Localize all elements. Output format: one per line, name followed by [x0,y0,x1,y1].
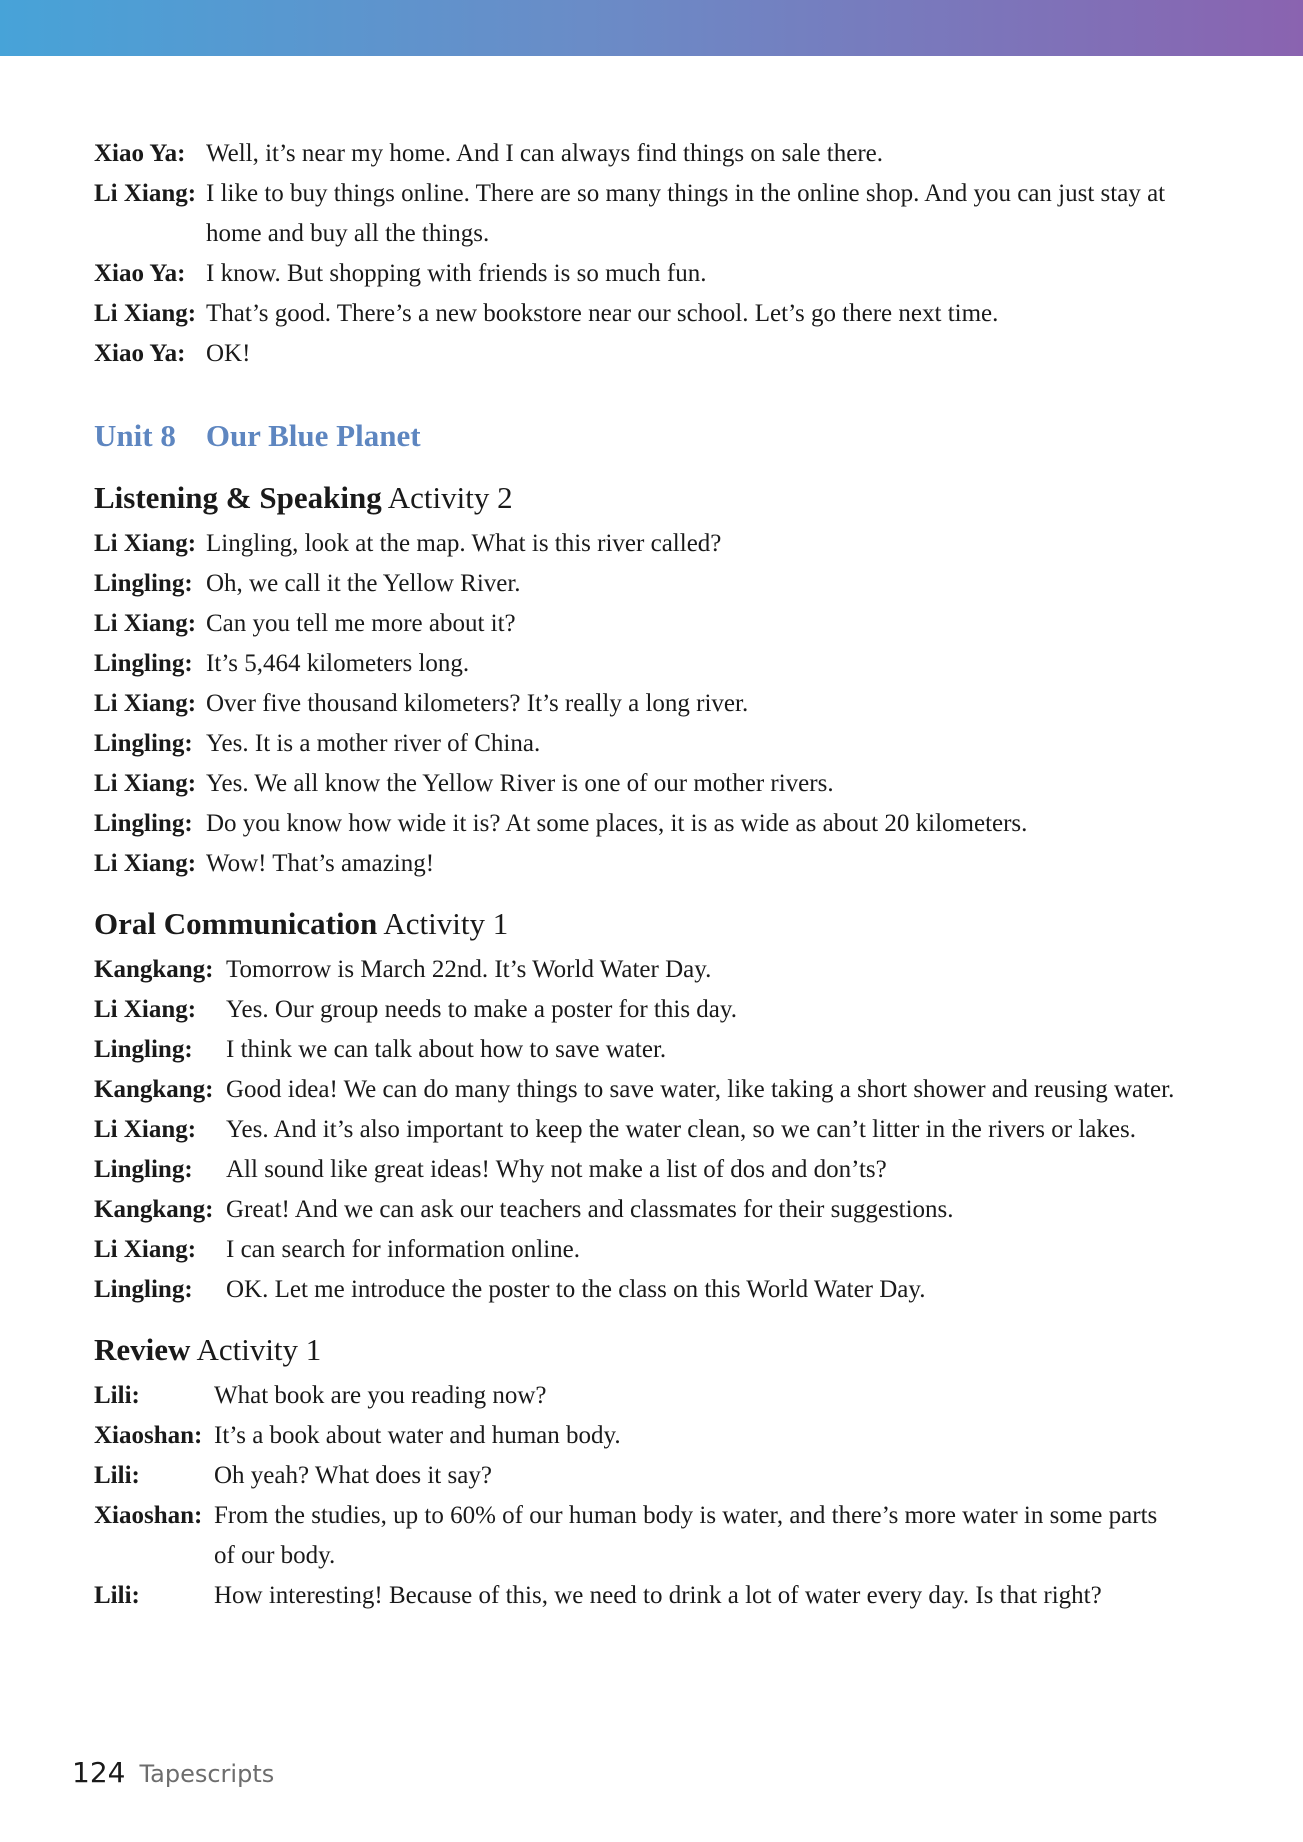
line-text: Do you know how wide it is? At some places, it is as wide as about 20 kilometers. [206,810,1028,837]
line-text: Can you tell me more about it? [206,610,516,637]
dialogue-line [94,1416,1184,1456]
section-spacer [94,1310,1184,1330]
speaker-name: Lingling: [94,810,193,837]
dialogue-line [94,254,1184,294]
speaker-name: Kangkang: [94,1076,214,1103]
line-text: I like to buy things online. There are so many things in the online shop. And you can just stay at home and buy all the things. [206,180,1166,247]
dialogue-line [94,564,1184,604]
dialogue-line [94,1496,1184,1576]
dialogue-line [94,1190,1184,1230]
dialogue-line [94,1456,1184,1496]
line-text: OK. Let me introduce the poster to the class on this World Water Day. [226,1276,926,1303]
line-text: Lingling, look at the map. What is this river called? [206,530,722,557]
section-heading [94,904,1184,944]
speaker-name: Kangkang: [94,1196,214,1223]
line-text: I think we can talk about how to save water. [226,1036,667,1063]
speaker-name: Xiao Ya: [94,340,186,367]
speaker-name: Li Xiang: [94,610,197,637]
speaker-name: Lili: [94,1462,140,1489]
speaker-name: Xiaoshan: [94,1502,203,1529]
unit-number: Unit 8 [94,418,176,453]
page-number: 124 [72,1756,126,1789]
line-text: From the studies, up to 60% of our human body is water, and there’s more water in some parts of our body. [214,1502,1158,1569]
dialogue-line [94,174,1184,254]
line-text: I know. But shopping with friends is so much fun. [206,260,707,287]
dialogue-line [94,1376,1184,1416]
speaker-name: Li Xiang: [94,850,197,877]
speaker-name: Li Xiang: [94,530,197,557]
line-text: Great! And we can ask our teachers and classmates for their suggestions. [226,1196,954,1223]
speaker-name: Li Xiang: [94,180,197,207]
dialogue-line [94,764,1184,804]
dialogue-line [94,1110,1184,1150]
section-spacer [94,884,1184,904]
speaker-name: Kangkang: [94,956,214,983]
line-text: I can search for information online. [226,1236,581,1263]
speaker-name: Li Xiang: [94,690,197,717]
line-text: All sound like great ideas! Why not make a list of dos and don’ts? [226,1156,887,1183]
line-text: OK! [206,340,251,367]
dialogue-line [94,604,1184,644]
section-heading-activity: Activity 1 [190,1332,322,1367]
dialogue-line [94,1230,1184,1270]
dialogue-line [94,804,1184,844]
line-text: Tomorrow is March 22nd. It’s World Water Day. [226,956,712,983]
dialogue-line [94,990,1184,1030]
section-listening-speaking [94,478,1184,884]
dialogue-line [94,684,1184,724]
speaker-name: Lingling: [94,1036,193,1063]
section-heading [94,1330,1184,1370]
section-heading-bold: Review [94,1332,191,1367]
speaker-name: Lili: [94,1582,140,1609]
footer-label: Tapescripts [139,1760,275,1788]
line-text: Yes. We all know the Yellow River is one of our mother rivers. [206,770,834,797]
speaker-name: Li Xiang: [94,1236,197,1263]
dialogue-line [94,1030,1184,1070]
unit-title [94,416,1184,456]
intro-dialogue [94,134,1184,374]
dialogue-line [94,334,1184,374]
line-text: What book are you reading now? [214,1382,547,1409]
dialogue-line [94,524,1184,564]
speaker-name: Li Xiang: [94,300,197,327]
speaker-name: Xiaoshan: [94,1422,203,1449]
dialogue-line [94,1270,1184,1310]
line-text: That’s good. There’s a new bookstore near our school. Let’s go there next time. [206,300,999,327]
speaker-name: Lingling: [94,1156,193,1183]
line-text: It’s a book about water and human body. [214,1422,621,1449]
header-color-band [0,0,1303,56]
speaker-name: Lingling: [94,730,193,757]
dialogue-line [94,1150,1184,1190]
speaker-name: Li Xiang: [94,770,197,797]
section-heading-activity: Activity 1 [377,906,509,941]
dialogue-line [94,1070,1184,1110]
speaker-name: Xiao Ya: [94,140,186,167]
line-text: Over five thousand kilometers? It’s really a long river. [206,690,749,717]
dialogue-line [94,1576,1184,1616]
speaker-name: Li Xiang: [94,996,197,1023]
dialogue-line [94,644,1184,684]
speaker-name: Lingling: [94,650,193,677]
line-text: Wow! That’s amazing! [206,850,435,877]
line-text: Yes. And it’s also important to keep the water clean, so we can’t litter in the rivers or lakes. [226,1116,1136,1143]
line-text: How interesting! Because of this, we need to drink a lot of water every day. Is that right? [214,1582,1102,1609]
section-oral-communication [94,904,1184,1310]
speaker-name: Lingling: [94,1276,193,1303]
section-heading-bold: Oral Communication [94,906,378,941]
speaker-name: Lili: [94,1382,140,1409]
section-heading-activity: Activity 2 [381,480,513,515]
section-heading-bold: Listening & Speaking [94,480,382,515]
speaker-name: Li Xiang: [94,1116,197,1143]
line-text: Well, it’s near my home. And I can always find things on sale there. [206,140,883,167]
line-text: It’s 5,464 kilometers long. [206,650,470,677]
tapescript-content [94,134,1184,1616]
dialogue-line [94,950,1184,990]
dialogue-line [94,844,1184,884]
line-text: Oh, we call it the Yellow River. [206,570,521,597]
line-text: Oh yeah? What does it say? [214,1462,492,1489]
line-text: Good idea! We can do many things to save water, like taking a short shower and reusing water. [226,1076,1175,1103]
line-text: Yes. Our group needs to make a poster for this day. [226,996,738,1023]
page-footer [72,1756,274,1789]
line-text: Yes. It is a mother river of China. [206,730,541,757]
section-heading [94,478,1184,518]
dialogue-line [94,294,1184,334]
dialogue-line [94,134,1184,174]
speaker-name: Lingling: [94,570,193,597]
unit-name: Our Blue Planet [205,418,421,453]
section-review [94,1330,1184,1616]
speaker-name: Xiao Ya: [94,260,186,287]
dialogue-line [94,724,1184,764]
